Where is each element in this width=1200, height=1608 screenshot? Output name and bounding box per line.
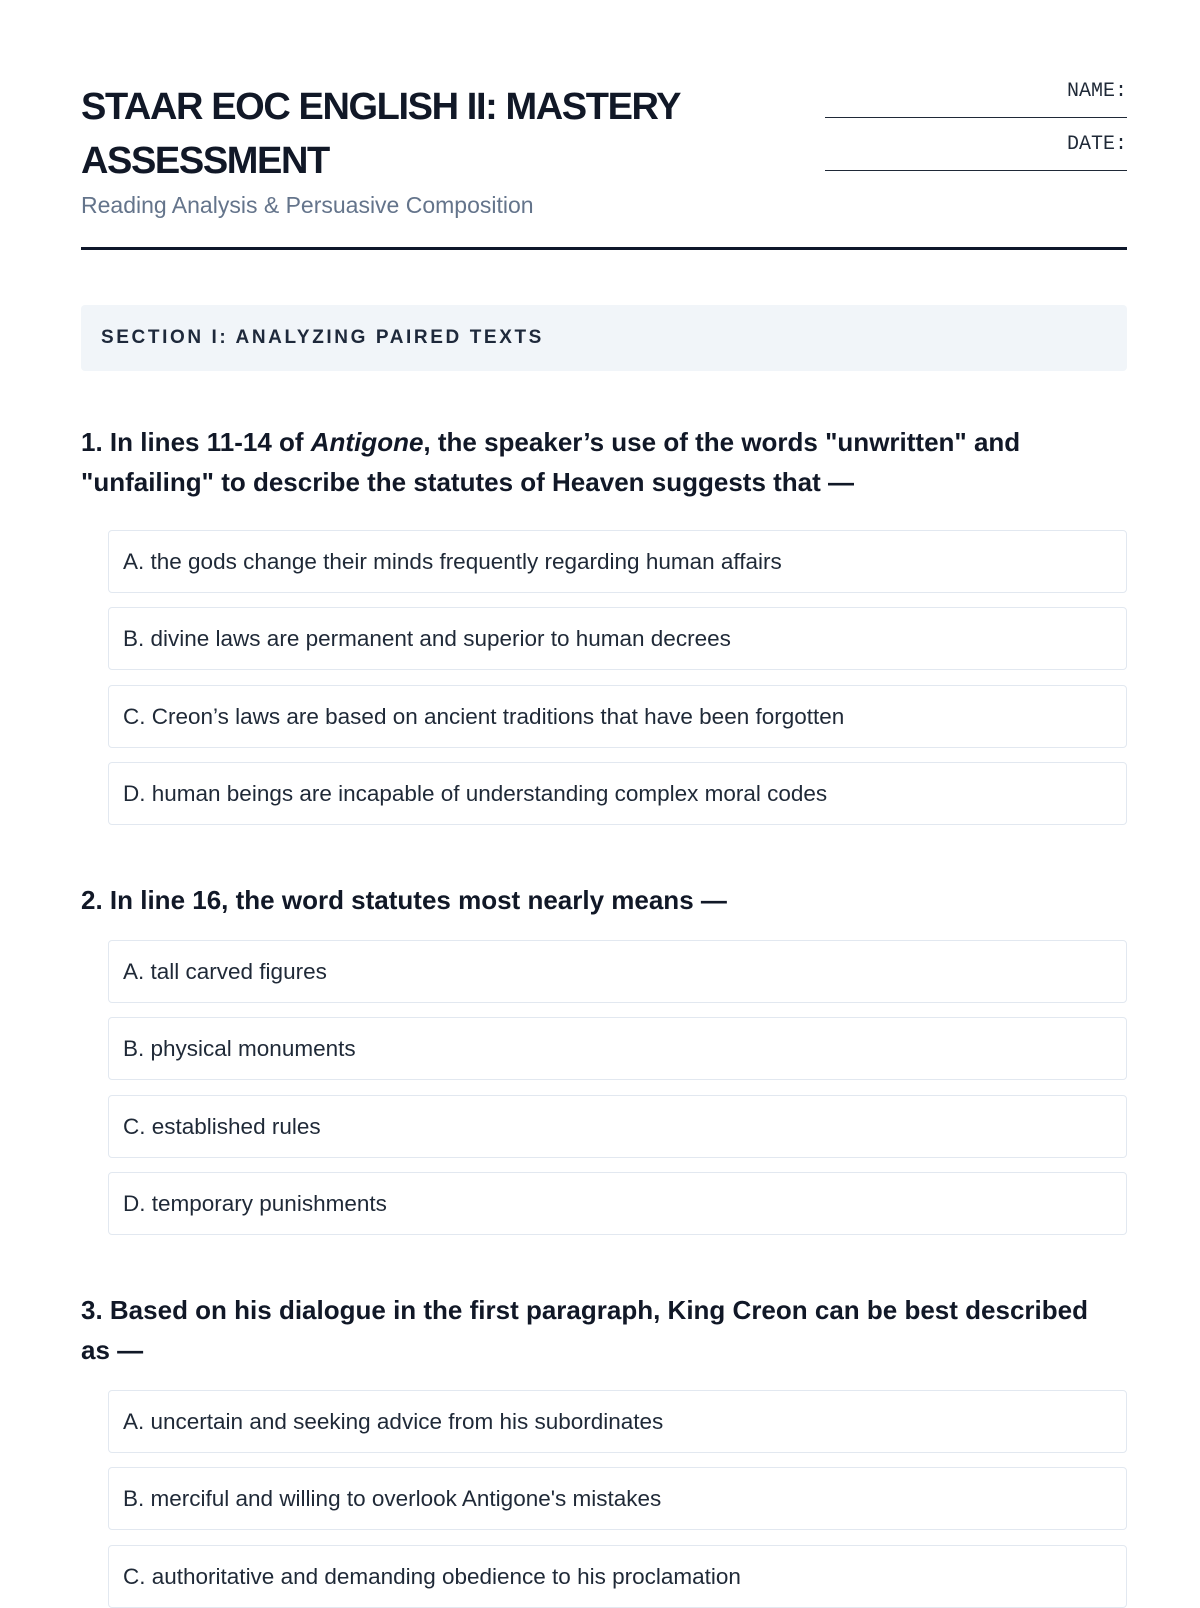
question-1 [81,422,1091,502]
option-label: C. Creon’s laws are based on ancient traditions that have been forgotten [123,704,845,729]
name-label: NAME: [1066,80,1127,103]
option-label: B. physical monuments [123,1036,356,1061]
question-1-work-title: Antigone [310,427,424,457]
option-label: D. human beings are incapable of understanding complex moral codes [123,781,828,806]
question-1-stem: , the speaker’s use of the words "unwritten" and "unfailing" to describe the statutes of Heaven suggests that — [81,427,1021,497]
question-1-option-a[interactable] [108,530,1127,593]
question-1-option-c[interactable] [108,685,1127,748]
question-3-option-b[interactable] [108,1467,1127,1530]
option-label: C. authoritative and demanding obedience to his proclamation [123,1564,741,1589]
page-subtitle: Reading Analysis & Persuasive Composition [81,192,534,218]
question-3-option-a[interactable] [108,1390,1127,1453]
vocabulary-word: statutes [351,885,451,915]
section-title: SECTION I: ANALYZING PAIRED TEXTS [101,327,544,348]
question-1-option-b[interactable] [108,607,1127,670]
assessment-page [81,0,1127,1589]
question-2-option-d[interactable] [108,1172,1127,1235]
option-label: B. merciful and willing to overlook Antigone's mistakes [123,1486,662,1511]
question-3-option-c[interactable] [108,1545,1127,1608]
option-label: A. the gods change their minds frequently regarding human affairs [123,549,782,574]
question-1-option-d[interactable] [108,762,1127,825]
date-label: DATE: [1066,133,1127,156]
option-label: D. temporary punishments [123,1191,387,1216]
page-title: STAAR EOC ENGLISH II: MASTERY ASSESSMENT [81,86,680,182]
option-label: B. divine laws are permanent and superior to human decrees [123,626,731,651]
question-3: 3. Based on his dialogue in the first paragraph, King Creon can be best described as — [81,1295,1088,1365]
option-label: A. uncertain and seeking advice from his subordinates [123,1409,664,1434]
page-header [81,0,1127,250]
date-field[interactable] [825,133,1127,171]
question-1-prefix: 1. In lines 11-14 of [81,427,311,457]
option-label: C. established rules [123,1114,321,1139]
section-header [81,305,1127,371]
question-2: 2. In line 16, the word statutes most nearly means — [81,885,727,915]
name-field[interactable] [825,80,1127,118]
question-2-option-b[interactable] [108,1017,1127,1080]
question-2-option-c[interactable] [108,1095,1127,1158]
option-label: A. tall carved figures [123,959,327,984]
question-2-option-a[interactable] [108,940,1127,1003]
